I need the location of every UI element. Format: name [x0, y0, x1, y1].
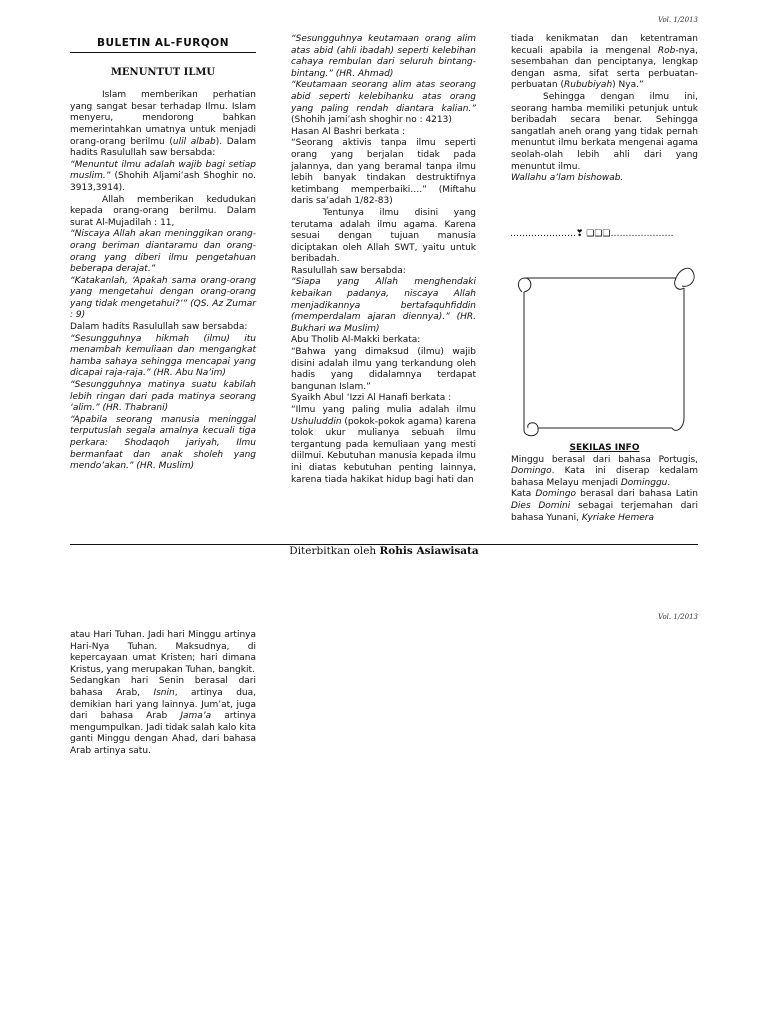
quote: “Apabila seorang manusia meninggal terputuslah segala amalnya kecuali tiga perkara: Shodaqoh jariyah, Ilmu bermanfaat dan anak sholeh yang mendo’akan.” (HR. Muslim)	[70, 414, 256, 472]
closing-phrase: Wallahu a’lam bishowab.	[511, 173, 624, 184]
paragraph: tiada kenikmatan dan ketentraman kecuali apabila ia mengenal Rob-nya, sesembahan dan penciptanya, lengkap dengan asma, sifat serta perbuatan-perbuatan (Rububiyah) Nya.”	[511, 34, 698, 91]
quote: “Siapa yang Allah menghendaki kebaikan padanya, niscaya Allah menjadikannya bertafaquhfiddin (memperdalam ajaran diennya).” (HR. Bukhari wa Muslim)	[291, 277, 476, 334]
volume-label: Vol. 1/2013	[658, 16, 698, 24]
paragraph: Tentunya ilmu disini yang terutama adalah ilmu agama. Karena sesuai dengan tujuan manusia diciptakan oleh Allah SWT, yaitu untuk beribadah.	[291, 207, 476, 265]
paragraph: Dalam hadits Rasulullah saw bersabda:	[70, 322, 248, 333]
column-1	[70, 630, 256, 758]
scroll-illustration	[512, 262, 698, 438]
quote: “Keutamaan seorang alim atas seorang abid seperti kelebihanku atas orang yang paling rendah diantara kalian.” (Shohih jami’ash shoghir no : 4213)	[291, 80, 476, 126]
paragraph: Sehingga dengan ilmu ini, seorang hamba memiliki petunjuk untuk beribadah secara benar. Sehingga sangatlah aneh orang yang tidak pernah menuntut ilmu berkata mengenai agama seolah-olah lebih ahli dari yang menuntut ilmu.	[511, 91, 698, 172]
quote: “Ilmu yang paling mulia adalah ilmu Ushuluddin (pokok-pokok agama) karena tolok ukur mulianya sebuah ilmu tergantung pada kemuliaan yang mesti diilmui. Kebutuhan manusia kepada ilmu ini diatas kebutuhan penting lainnya, karena tiada hakikat hidup bagi hati dan	[291, 405, 476, 485]
column-1	[70, 34, 256, 473]
article-title: MENUNTUT ILMU	[110, 66, 216, 78]
ornament-divider: ………………….❣ ❑❑❑…………………	[510, 229, 674, 239]
column-3	[511, 34, 698, 185]
paragraph: Sedangkan hari Senin berasal dari bahasa Arab, Isnin, artinya dua, demikian hari yang lainnya. Jum’at, juga dari bahasa Arab Jama’a artinya mengumpulkan. Jadi tidak salah kalo kita ganti Minggu dengan Ahad, dari bahasa Arab artinya satu.	[70, 676, 256, 756]
attribution: Hasan Al Bashri berkata :	[291, 126, 406, 137]
paragraph: Islam memberikan perhatian yang sangat besar terhadap Ilmu. Islam menyeru, mendorong bahkan memerintahkan umatnya untuk menjadi orang-orang berilmu (ulil albab). Dalam hadits Rasulullah saw bersabda:	[70, 90, 256, 159]
quote: “Niscaya Allah akan meninggikan orang-orang beriman diantaramu dan orang-orang yang diberi ilmu pengetahuan beberapa derajat.”	[70, 229, 256, 275]
quote: “Sesungguhnya matinya suatu kabilah lebih ringan dari pada matinya seorang ‘alim.” (HR. Thabrani)	[70, 380, 256, 414]
volume-label: Vol. 1/2013	[658, 613, 698, 621]
bulletin-title: BULETIN AL-FURQON	[70, 38, 256, 53]
attribution: Abu Tholib Al-Makki berkata:	[291, 335, 421, 346]
quote: “Seorang aktivis tanpa ilmu seperti orang yang berjalan tidak pada jalannya, dan yang beramal tanpa ilmu lebih banyak tindakan destruktifnya ketimbang memperbaiki….” (Miftahu daris sa’adah 1/82-83)	[291, 138, 476, 207]
quote: “Menuntut ilmu adalah wajib bagi setiap muslim.” (Shohih Aljami’ash Shoghir no. 3913,3914).	[70, 159, 256, 193]
paragraph: Minggu berasal dari bahasa Portugis, Domingo. Kata ini diserap kedalam bahasa Melayu menjadi Dominggu.	[511, 454, 698, 488]
paragraph: Allah memberikan kedudukan kepada orang-orang berilmu. Dalam surat Al-Mujadilah : 11,	[70, 194, 256, 228]
paragraph: Kata Domingo berasal dari bahasa Latin Dies Domini sebagai terjemahan dari bahasa Yunani, Kyriake Hemera	[511, 489, 699, 523]
quote: “Sesungguhnya keutamaan orang alim atas abid (ahli ibadah) seperti kelebihan cahaya rembulan dari seluruh bintang-bintang.” (HR. Ahmad)	[291, 34, 476, 79]
column-2	[291, 34, 476, 486]
page-2	[0, 600, 768, 1024]
footer: Diterbitkan oleh Rohis Asiawisata	[289, 545, 479, 557]
quote: “Katakanlah, ‘Apakah sama orang-orang yang mengetahui dengan orang-orang yang tidak mengetahui?’” (QS. Az Zumar : 9)	[70, 275, 256, 321]
attribution: Rasulullah saw bersabda:	[291, 265, 406, 276]
sekilas-info-block	[511, 443, 698, 524]
quote: “Sesungguhnya hikmah (ilmu) itu menambah kemuliaan dan mengangkat hamba sahaya sehingga mencapai yang dicapai raja-raja.” (HR. Abu Na’im)	[70, 333, 256, 379]
quote: “Bahwa yang dimaksud (ilmu) wajib disini adalah ilmu yang terkandung oleh hadis yang didalamnya terdapat bangunan Islam.”	[291, 347, 476, 392]
sekilas-info-title: SEKILAS INFO	[569, 443, 640, 453]
paragraph: atau Hari Tuhan. Jadi hari Minggu artinya Hari-Nya Tuhan. Maksudnya, di kepercayaan umat Kristen; hari dimana Kristus, yang merupakan Tuhan, bangkit.	[70, 630, 256, 675]
attribution: Syaikh Abul ‘Izzi Al Hanafi berkata :	[291, 393, 452, 404]
